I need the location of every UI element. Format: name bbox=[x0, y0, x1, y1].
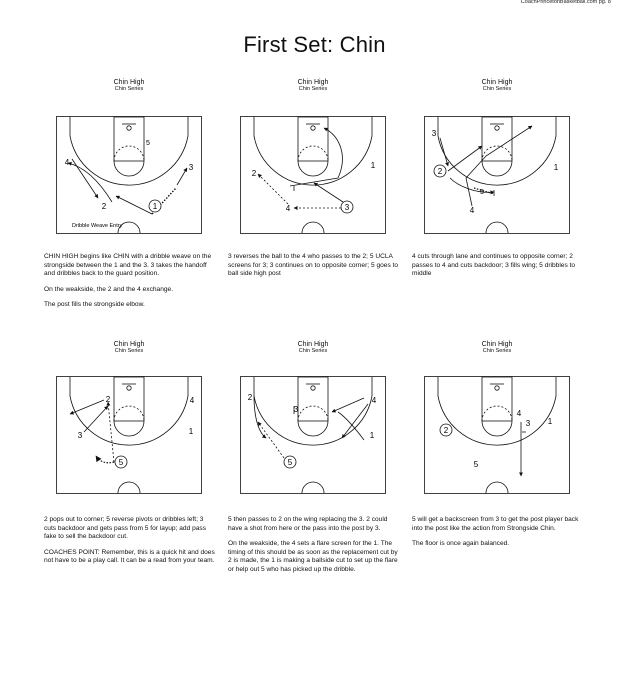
player-1-label: 1 bbox=[152, 202, 158, 211]
diagram-caption-2 bbox=[240, 79, 386, 93]
diagram-title: Chin High bbox=[113, 79, 145, 86]
description-1 bbox=[44, 253, 214, 317]
player-1-label: 1 bbox=[547, 417, 553, 426]
diagram-subtitle: Chin Series bbox=[298, 86, 328, 92]
page-title: First Set: Chin bbox=[243, 32, 386, 57]
diagram-subtitle: Chin Series bbox=[482, 348, 512, 354]
court-diagram-1 bbox=[56, 116, 202, 234]
diagram-caption-6 bbox=[424, 341, 570, 355]
diagram-title: Chin High bbox=[481, 79, 513, 86]
description-paragraph: CHIN HIGH begins like CHIN with a dribble weave on the strongside between the 1 and the 3. 3 takes the handoff and dribbles back to the guard position. bbox=[44, 253, 212, 278]
player-2-label: 2 bbox=[105, 395, 111, 404]
court-diagram-5 bbox=[240, 376, 386, 494]
player-3-label: 3 bbox=[293, 405, 299, 414]
diagram-title: Chin High bbox=[481, 341, 513, 348]
player-2-label: 2 bbox=[437, 167, 443, 176]
player-1-label: 1 bbox=[553, 163, 559, 172]
player-4-label: 4 bbox=[516, 409, 522, 418]
player-3-label: 3 bbox=[431, 129, 437, 138]
player-5-label: 5 bbox=[480, 189, 484, 196]
player-2-label: 2 bbox=[101, 202, 107, 211]
diagram-subtitle: Chin Series bbox=[482, 86, 512, 92]
dribble-weave-entry-label: Dribble Weave Entry bbox=[72, 223, 123, 229]
description-paragraph: On the weakside, the 4 sets a flare screen for the 1. The timing of this should be as soon as the replacement cut by 2 is made, the 1 is making a ballside cut to set up the flare or help out 5 who has picked up the dribble. bbox=[228, 540, 398, 573]
player-3-label: 3 bbox=[525, 419, 531, 428]
player-4-label: 4 bbox=[189, 396, 195, 405]
court-diagram-2 bbox=[240, 116, 386, 234]
player-1-label: 1 bbox=[370, 161, 376, 170]
court-diagram-6 bbox=[424, 376, 570, 494]
player-2-label: 2 bbox=[443, 426, 449, 435]
player-2-label: 2 bbox=[247, 393, 253, 402]
player-4-label: 4 bbox=[469, 206, 475, 215]
player-3-label: 3 bbox=[344, 203, 350, 212]
description-2 bbox=[228, 253, 400, 286]
court-diagram-3 bbox=[424, 116, 570, 234]
description-paragraph: 5 then passes to 2 on the wing replacing the 3. 2 could have a shot from here or the pass into the post by 3. bbox=[228, 516, 388, 532]
diagram-caption-5 bbox=[240, 341, 386, 355]
description-paragraph: 3 reverses the ball to the 4 who passes to the 2; 5 UCLA screens for 3; 3 continues on to opposite corner; 5 goes to ball side high post bbox=[228, 253, 399, 278]
description-paragraph: 5 will get a backscreen from 3 to get the post player back into the post like the action from Strongside Chin. bbox=[412, 516, 579, 532]
description-paragraph: 4 cuts through lane and continues to opposite corner; 2 passes to 4 and cuts backdoor; 3 fills wing; 5 dribbles to middle bbox=[412, 253, 576, 278]
player-3-label: 3 bbox=[77, 431, 83, 440]
diagram-title: Chin High bbox=[297, 79, 329, 86]
court-diagram-4 bbox=[56, 376, 202, 494]
diagram-caption-4 bbox=[56, 341, 202, 355]
description-5 bbox=[228, 516, 401, 582]
player-5-label: 5 bbox=[118, 458, 124, 467]
description-paragraph: The post fills the strongside elbow. bbox=[44, 301, 145, 309]
diagram-subtitle: Chin Series bbox=[298, 348, 328, 354]
diagram-title: Chin High bbox=[297, 341, 329, 348]
description-paragraph: The floor is once again balanced. bbox=[412, 540, 510, 548]
player-4-label: 4 bbox=[371, 396, 377, 405]
player-4-label: 4 bbox=[64, 158, 70, 167]
court-lines bbox=[57, 117, 202, 234]
page-header-source: CoachPrincetonBasketball.com pg. 8 bbox=[520, 0, 611, 5]
player-4-label: 4 bbox=[285, 204, 291, 213]
description-paragraph: On the weakside, the 2 and the 4 exchange. bbox=[44, 285, 174, 293]
player-5-label: 5 bbox=[287, 458, 293, 467]
description-paragraph: COACHES POINT: Remember, this is a quick hit and does not have to be a play call. It can be a read from your team. bbox=[44, 548, 215, 565]
diagram-subtitle: Chin Series bbox=[114, 348, 144, 354]
player-5-label: 5 bbox=[146, 140, 150, 147]
player-5-label: 5 bbox=[473, 460, 479, 469]
diagram-title: Chin High bbox=[113, 341, 145, 348]
description-6 bbox=[412, 516, 582, 556]
description-3 bbox=[412, 253, 582, 286]
player-2-label: 2 bbox=[251, 169, 257, 178]
player-1-label: 1 bbox=[188, 427, 194, 436]
player-1-label: 1 bbox=[369, 431, 375, 440]
description-4 bbox=[44, 516, 216, 573]
player-3-label: 3 bbox=[188, 163, 194, 172]
diagram-subtitle: Chin Series bbox=[114, 86, 144, 92]
description-paragraph: 2 pops out to corner; 5 reverse pivots or dribbles left; 3 cuts backdoor and gets pass from 5 for layup; add pass fake to sell the backdoor cut. bbox=[44, 516, 207, 541]
diagram-caption-3 bbox=[424, 79, 570, 93]
diagram-caption-1 bbox=[56, 79, 202, 93]
